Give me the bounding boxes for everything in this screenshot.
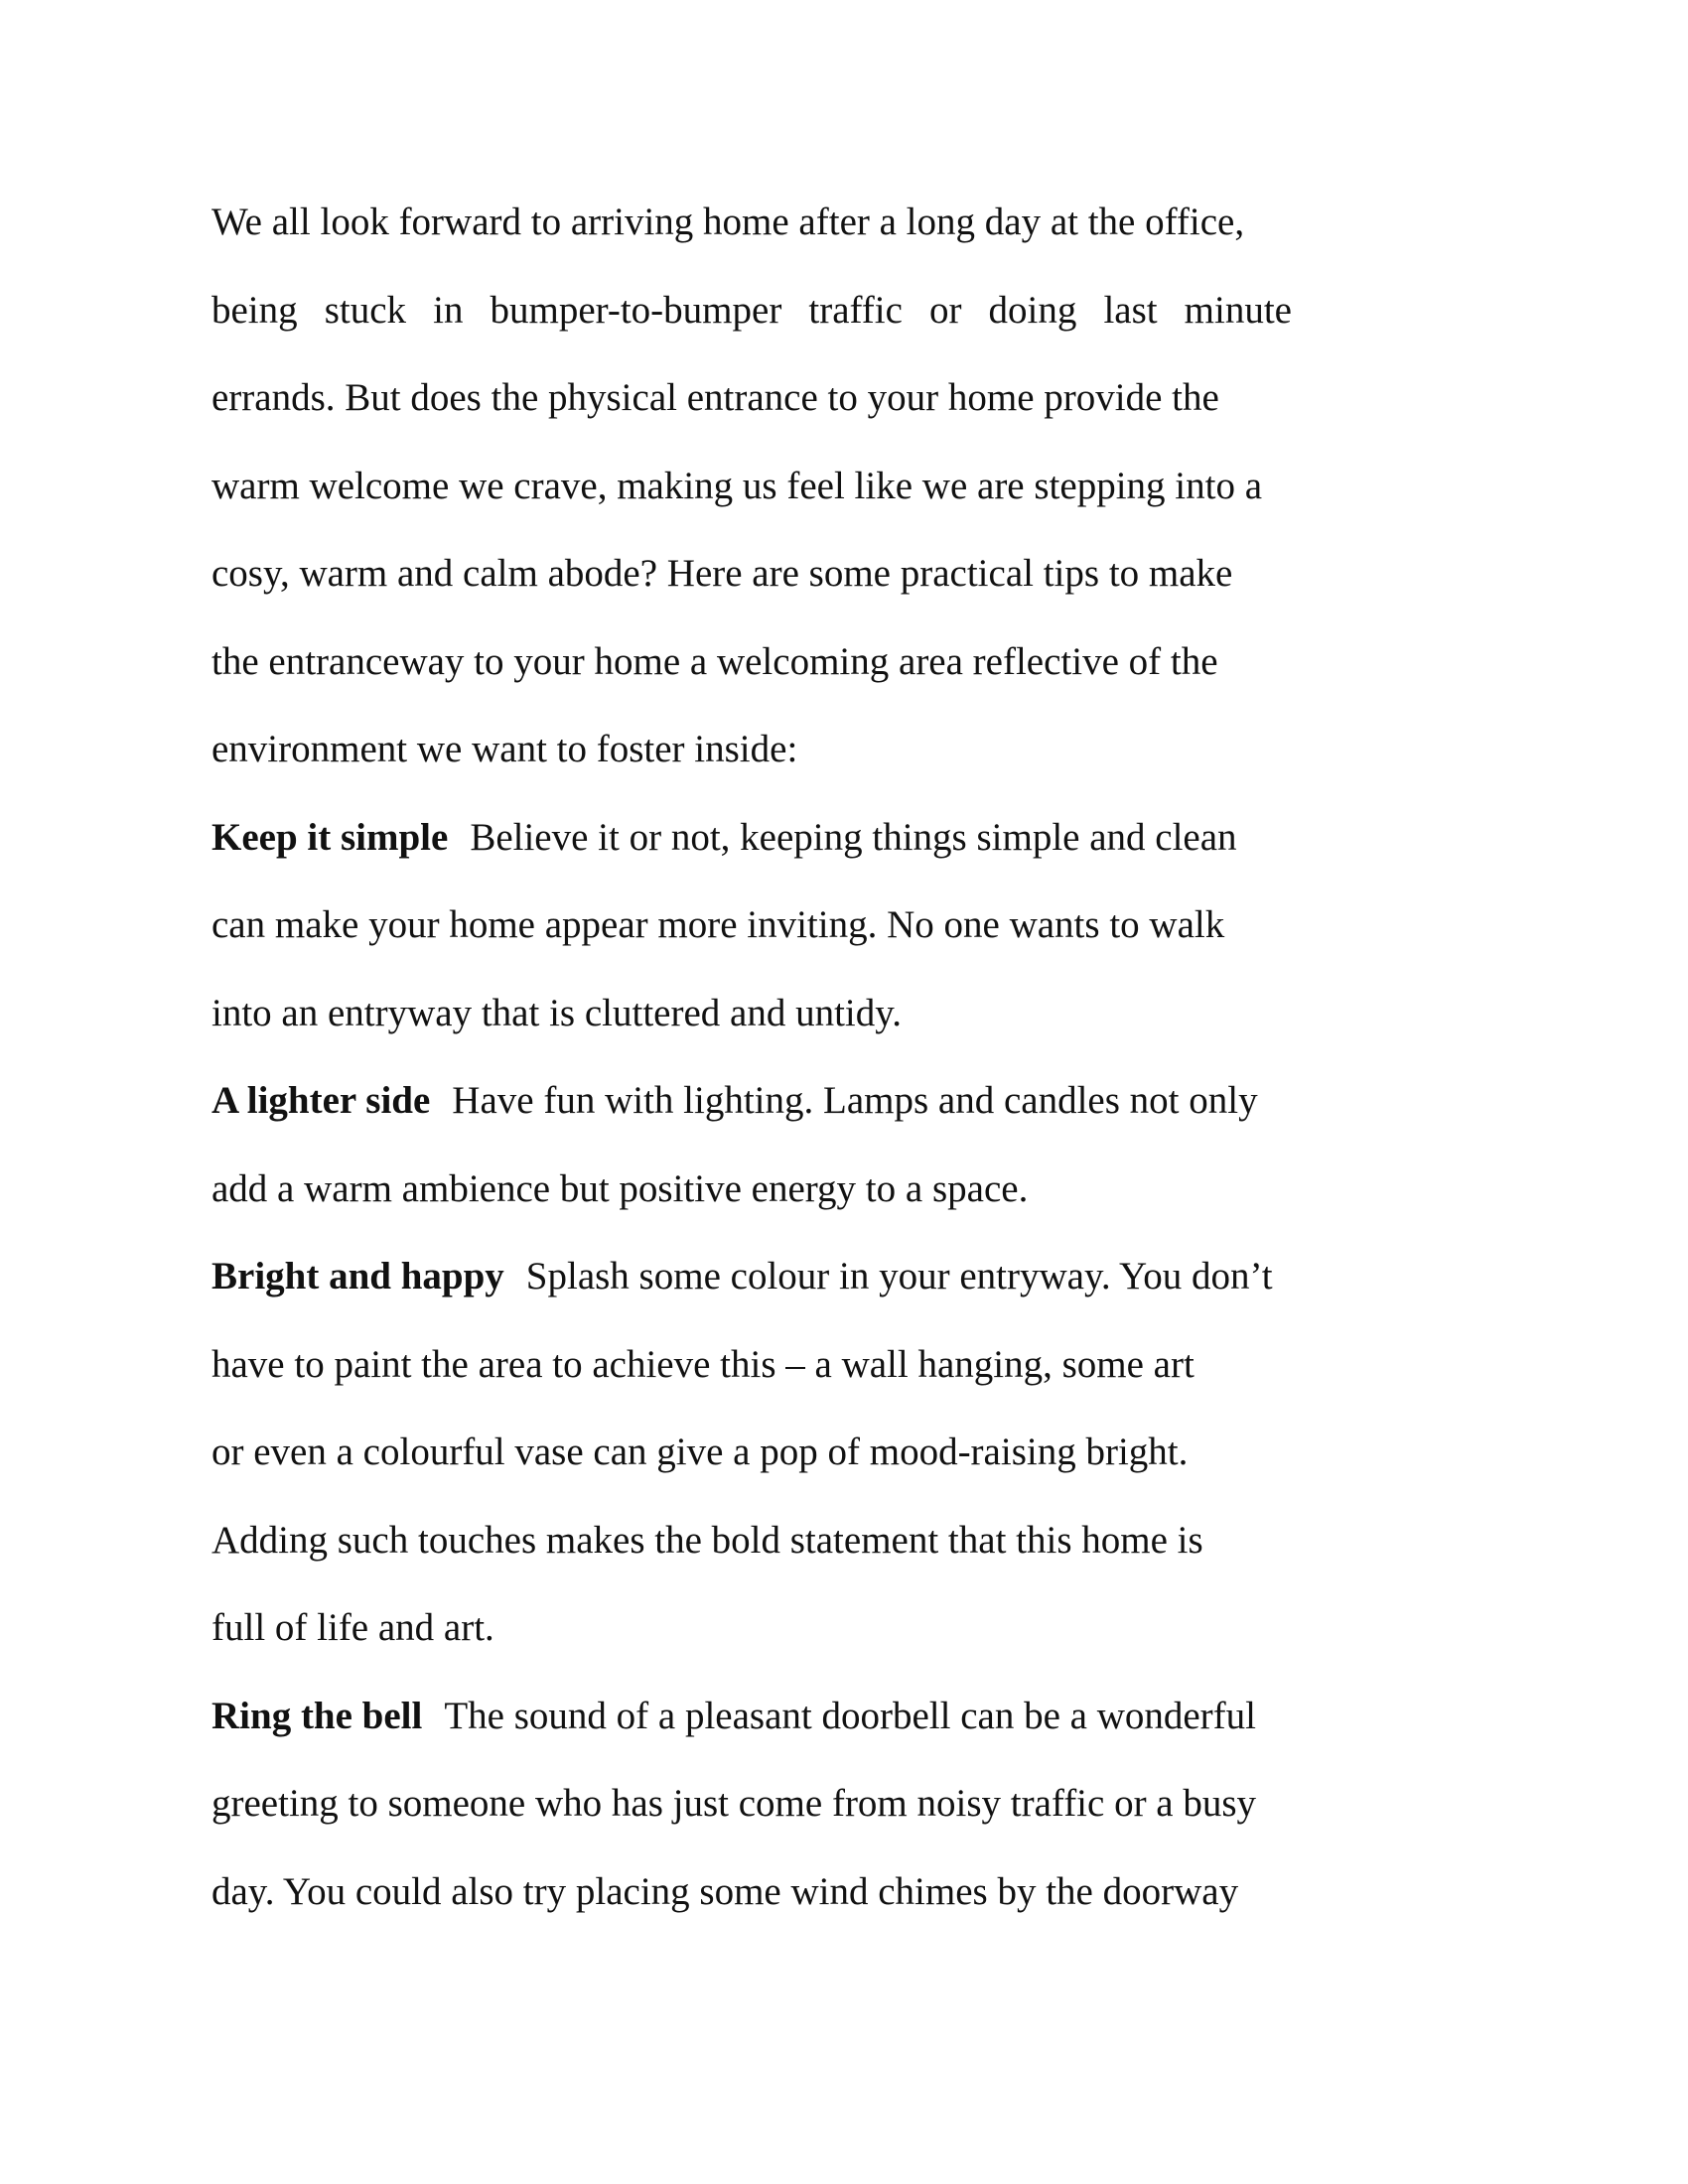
tip-heading: Bright and happy [211, 1255, 504, 1297]
tip-line: greeting to someone who has just come from noisy traffic or a busy [211, 1782, 1257, 1825]
tip-bright-and-happy [211, 1233, 1403, 1321]
intro-line: cosy, warm and calm abode? Here are some practical tips to make [211, 552, 1233, 595]
tip-a-lighter-side [211, 1057, 1403, 1146]
tip-heading: Keep it simple [211, 815, 449, 859]
intro-line: being stuck in bumper-to-bumper traffic or doing last minute [211, 288, 1292, 332]
tip-line: Adding such touches makes the bold statement that this home is [211, 1518, 1203, 1562]
tip-line: or even a colourful vase can give a pop of mood-raising bright. [211, 1431, 1189, 1473]
tip-heading: Ring the bell [211, 1694, 423, 1737]
tip-line: add a warm ambience but positive energy to a space. [211, 1166, 1029, 1210]
tip-line: day. You could also try placing some wind chimes by the doorway [211, 1869, 1239, 1913]
tip-line: can make your home appear more inviting. No one wants to walk [211, 903, 1225, 946]
tip-heading: A lighter side [211, 1079, 431, 1122]
intro-line: We all look forward to arriving home after a long day at the office, [211, 201, 1245, 243]
tip-text: Splash some colour in your entryway. You don’t [525, 1255, 1273, 1297]
intro-line: errands. But does the physical entrance to your home provide the [211, 376, 1219, 419]
tip-line: full of life and art. [211, 1606, 494, 1649]
intro-line: warm welcome we crave, making us feel like we are stepping into a [211, 464, 1263, 507]
tip-text: Have fun with lighting. Lamps and candles not only [452, 1079, 1258, 1122]
intro-line: environment we want to foster inside: [211, 728, 798, 770]
tip-line: into an entryway that is cluttered and untidy. [211, 991, 902, 1034]
tip-keep-it-simple [211, 794, 1403, 883]
intro-line: the entranceway to your home a welcoming area reflective of the [211, 639, 1218, 683]
tip-text: The sound of a pleasant doorbell can be a wonderful [444, 1694, 1256, 1737]
tip-text: Believe it or not, keeping things simple and clean [470, 815, 1237, 859]
tip-ring-the-bell [211, 1673, 1403, 1761]
article-body [211, 179, 1403, 1936]
tip-line: have to paint the area to achieve this – a wall hanging, some art [211, 1342, 1195, 1386]
